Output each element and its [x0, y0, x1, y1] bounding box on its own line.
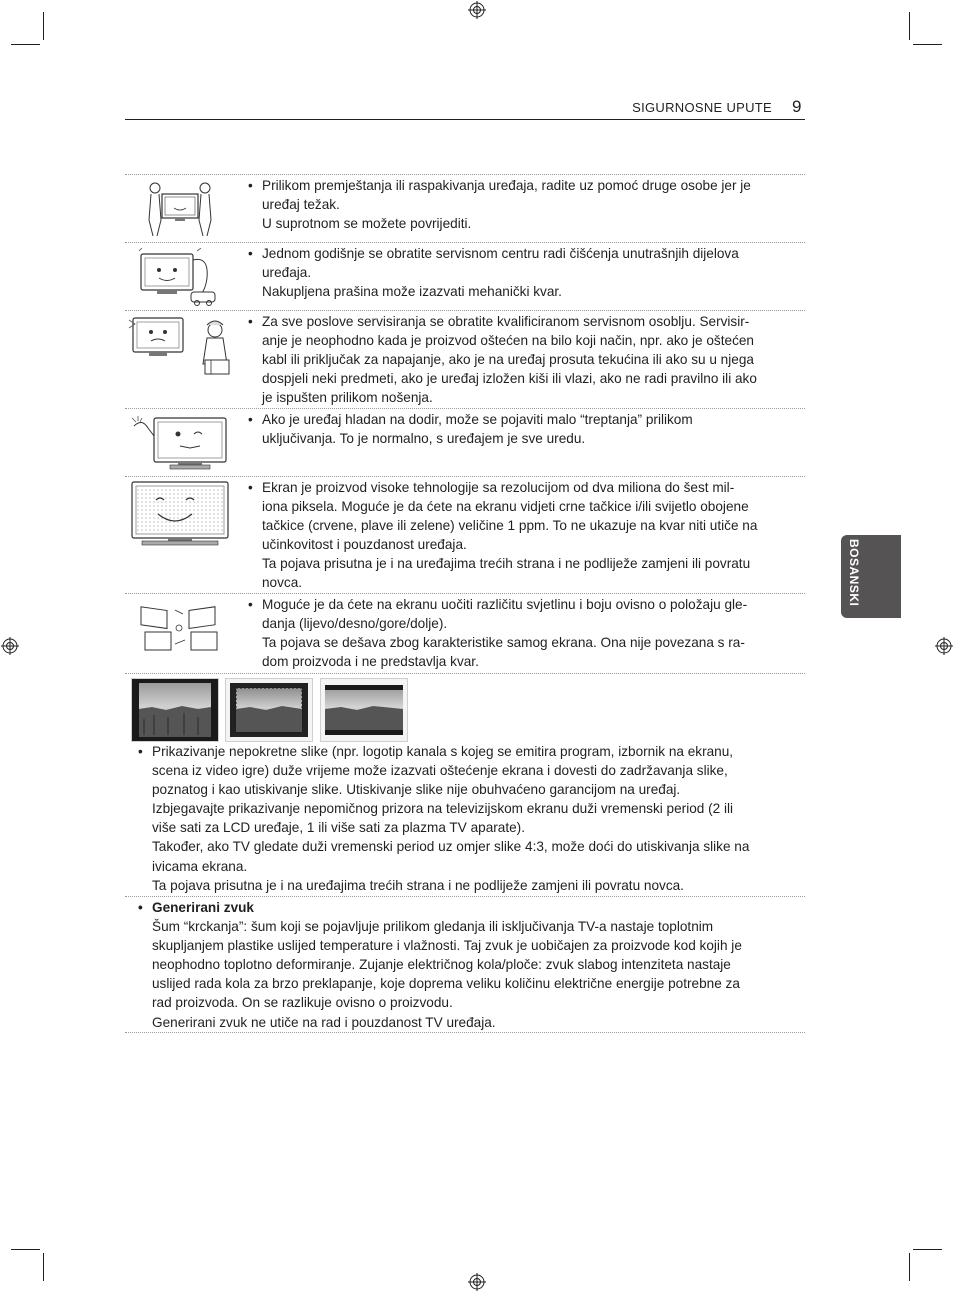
crop-mark — [909, 1253, 910, 1281]
text-line: je ispušten prilikom nošenja. — [262, 390, 433, 406]
header-rule — [125, 119, 805, 120]
generated-sound-title: Generirani zvuk — [152, 900, 254, 915]
divider — [125, 408, 805, 409]
divider — [125, 174, 805, 175]
registration-mark-icon — [935, 637, 953, 655]
viewing-angle-icon — [135, 600, 227, 658]
bullet: • — [248, 597, 253, 612]
crop-mark — [43, 12, 44, 40]
crop-mark — [913, 44, 942, 45]
crop-mark — [909, 12, 910, 40]
two-people-carrying-tv-icon — [145, 180, 215, 238]
page-number: 9 — [792, 97, 802, 116]
text-line: dom proizvoda i ne predstavlja kvar. — [262, 654, 479, 670]
divider — [125, 673, 805, 674]
generated-sound-item — [138, 898, 788, 1032]
text-line: Ekran je proizvod visoke tehnologije sa rezolucijom od dva miliona do šest mil- — [262, 480, 735, 495]
text-line: Moguće je da ćete na ekranu uočiti različitu svjetlinu i boju ovisno o položaju gle- — [262, 597, 748, 612]
text-line: scena iz video igre) duže vrijeme može izazvati oštećenje ekrana i dovesti do zadržavanja slike, — [152, 763, 728, 779]
text-line: učinkovitost i pouzdanost uređaja. — [262, 537, 467, 553]
text-line: kabl ili priključak za napajanje, ako je na uređaj prosuta tekućina ili ako su u njega — [262, 352, 754, 368]
text-line: Ta pojava prisutna je i na uređajima trećih strana i ne podliježe zamjeni ili povratu — [262, 556, 751, 572]
bullet: • — [248, 480, 253, 495]
language-tab — [841, 535, 901, 618]
text-line: Šum “krckanja”: šum koji se pojavljuje prilikom gledanja ili isključivanja TV-a nastaje toplotnim — [152, 919, 714, 935]
divider — [125, 310, 805, 311]
divider — [125, 1032, 805, 1033]
text-line: novca. — [262, 575, 303, 591]
crop-mark — [43, 1253, 44, 1281]
bullet: • — [248, 314, 253, 329]
text-line: Prikazivanje nepokretne slike (npr. logotip kanala s kojeg se emitira program, izbornik na ekranu, — [152, 744, 734, 759]
text-line: Ta pojava se dešava zbog karakteristike samog ekrana. Ona nije povezana s ra- — [262, 635, 745, 651]
text-line: uređaj težak. — [262, 197, 340, 213]
bullet: • — [248, 246, 253, 261]
crop-mark — [11, 44, 40, 45]
divider — [125, 896, 805, 897]
divider — [125, 242, 805, 243]
text-line: Izbjegavajte prikazivanje nepomičnog prizora na televizijskom ekranu duži vremenski period (2 ili — [152, 801, 734, 817]
text-line: uključivanja. To je normalno, s uređajem je sve uredu. — [262, 431, 586, 447]
text-line: poznatog i kao utiskivanje slike. Utiskivanje slike nije obuhvaćeno garancijom na uređaj. — [152, 782, 681, 798]
text-line: Prilikom premještanja ili raspakivanja uređaja, radite uz pomoć druge osobe jer je — [262, 178, 751, 193]
text-line: Ako je uređaj hladan na dodir, može se pojaviti malo “treptanja” prilikom — [262, 412, 693, 427]
text-line: uređaja. — [262, 265, 312, 281]
tv-service-technician-icon — [127, 314, 237, 378]
text-line: U suprotnom se možete povrijediti. — [262, 216, 472, 232]
image-retention-thumbnail — [320, 678, 408, 742]
bullet: • — [138, 900, 143, 915]
list-item — [248, 410, 788, 448]
text-line: rad proizvoda. On se razlikuje ovisno o proizvodu. — [152, 995, 453, 1011]
image-retention-item — [138, 742, 788, 895]
text-line: Generirani zvuk ne utiče na rad i pouzdanost TV uređaja. — [152, 1014, 496, 1030]
text-line: anje je neophodno kada je proizvod oštećen na bilo koji način, npr. ako je oštećen — [262, 333, 754, 349]
list-item — [248, 595, 788, 671]
text-line: danja (lijevo/desno/gore/dolje). — [262, 616, 448, 632]
text-line: skupljanjem plastike uslijed temperature i vlažnosti. Taj zvuk je uobičajen za proizvode kod kojih je — [152, 938, 742, 954]
language-tab-label: BOSANSKI — [847, 539, 861, 607]
text-line: Za sve poslove servisiranja se obratite kvalificiranom servisnom osoblju. Servisir- — [262, 314, 750, 329]
text-line: Jednom godišnje se obratite servisnom centru radi čišćenja unutrašnjih dijelova — [262, 246, 739, 261]
text-line: uslijed rada kola za brzo preklapanje, koje doprema veliku količinu električne energije potrebne za — [152, 976, 740, 992]
registration-mark-icon — [468, 1273, 486, 1291]
image-retention-thumbnail — [225, 678, 313, 742]
list-item — [248, 312, 788, 407]
cold-tv-icon — [128, 414, 228, 474]
bullet: • — [248, 178, 253, 193]
text-line: iona piksela. Moguće je da ćete na ekranu vidjeti crne tačkice i/ili svijetlo obojene — [262, 499, 749, 515]
registration-mark-icon — [1, 637, 19, 655]
crop-mark — [11, 1249, 40, 1250]
list-item — [248, 478, 788, 593]
text-line: Ta pojava prisutna je i na uređajima trećih strana i ne podliježe zamjeni ili povratu novca. — [152, 877, 684, 893]
text-line: dospjeli neki predmeti, ako je uređaj izložen kiši ili vlazi, ako ne radi pravilno ili ako — [262, 371, 757, 387]
bullet: • — [248, 412, 253, 427]
bullet: • — [138, 744, 143, 759]
section-title: SIGURNOSNE UPUTE — [632, 100, 772, 115]
divider — [125, 476, 805, 477]
image-retention-thumbnail — [131, 678, 219, 742]
tv-pixel-dots-icon — [128, 480, 232, 548]
tv-cleaning-icon — [135, 248, 220, 306]
text-line: Također, ako TV gledate duži vremenski period uz omjer slike 4:3, može doći do utiskivanja slike na — [152, 839, 750, 855]
registration-mark-icon — [468, 1, 486, 19]
text-line: neophodno toplotno deformiranje. Zujanje električnog kola/ploče: zvuk slabog intenziteta nastaje — [152, 957, 731, 973]
list-item — [248, 244, 788, 301]
text-line: više sati za LCD uređaje, 1 ili više sati za plazma TV aparate). — [152, 820, 525, 836]
text-line: ivicama ekrana. — [152, 858, 248, 874]
crop-mark — [913, 1249, 942, 1250]
list-item — [248, 176, 788, 233]
divider — [125, 593, 805, 594]
text-line: Nakupljena prašina može izazvati mehanički kvar. — [262, 284, 562, 300]
text-line: tačkice (crvene, plave ili zelene) veličine 1 ppm. To ne ukazuje na kvar niti utiče na — [262, 518, 758, 534]
